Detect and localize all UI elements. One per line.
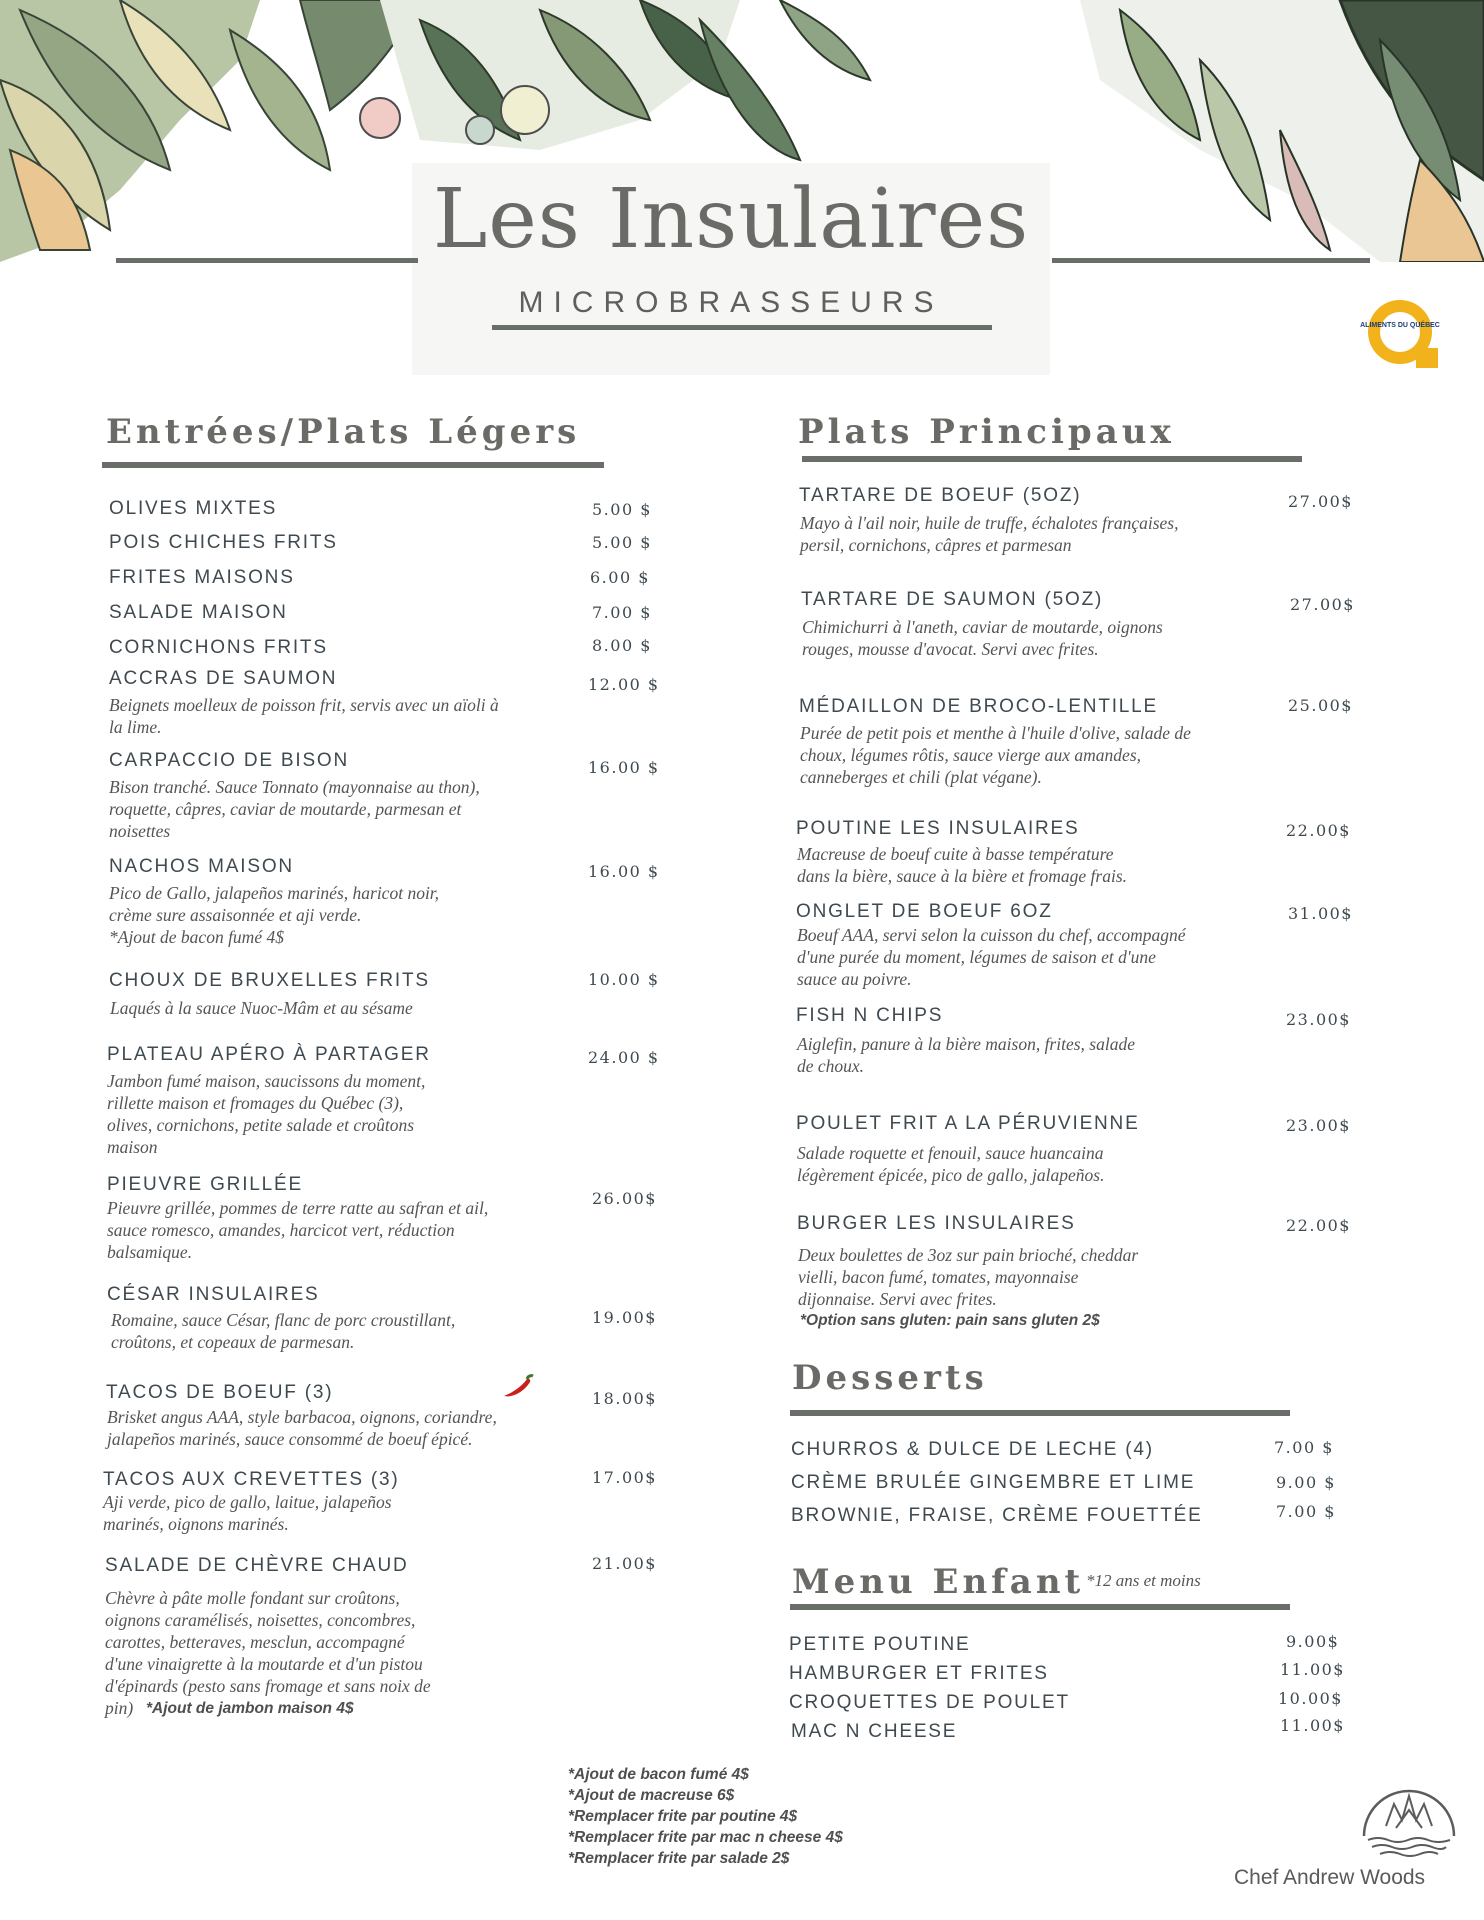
aliments-du-quebec-badge: [1360, 294, 1444, 370]
menu-item-description: Chimichurri à l'aneth, caviar de moutarde, oignons rouges, mousse d'avocat. Servi avec frites.: [802, 617, 1163, 659]
menu-item-name: FRITES MAISONS: [109, 567, 295, 588]
chili-pepper-icon: [500, 1374, 536, 1400]
menu-item-price: 12.00 $: [588, 675, 660, 694]
menu-item-name: PETITE POUTINE: [789, 1634, 971, 1655]
menu-item-description: Jambon fumé maison, saucissons du moment, rillette maison et fromages du Québec (3), olives, cornichons, petite salade et croûtons maison: [107, 1071, 426, 1157]
menu-item-description: Purée de petit pois et menthe à l'huile d'olive, salade de choux, légumes rôtis, sauce vierge aux amandes, canneberges et chili (plat végane).: [800, 723, 1191, 787]
header-rule-right: [1052, 258, 1370, 263]
footer-note: *Remplacer frite par mac n cheese 4$: [568, 1829, 843, 1846]
menu-item-price: 10.00 $: [588, 970, 660, 989]
desserts-heading: Desserts: [792, 1358, 988, 1398]
menu-item-price: 11.00$: [1280, 1716, 1345, 1735]
menu-item-name: OLIVES MIXTES: [109, 498, 278, 519]
footer-add-on-notes: [568, 1764, 843, 1869]
menu-item-name: POIS CHICHES FRITS: [109, 532, 338, 553]
menu-item-name: HAMBURGER ET FRITES: [789, 1663, 1049, 1684]
subtitle-underline: [492, 325, 992, 330]
menu-item-price: 25.00$: [1288, 696, 1353, 715]
menu-item-price: 8.00 $: [592, 636, 652, 655]
menu-item-price: 24.00 $: [588, 1048, 660, 1067]
menu-item-description: Romaine, sauce César, flanc de porc croustillant, croûtons, et copeaux de parmesan.: [111, 1310, 456, 1352]
footer-note: *Ajout de macreuse 6$: [568, 1787, 735, 1804]
menu-item-description: Aiglefin, panure à la bière maison, frites, salade de choux.: [797, 1034, 1135, 1076]
menu-item-description: Boeuf AAA, servi selon la cuisson du chef, accompagné d'une purée du moment, légumes de saison et d'une sauce au poivre.: [797, 925, 1186, 989]
menu-item-name: NACHOS MAISON: [109, 856, 294, 877]
menu-item-price: 5.00 $: [592, 533, 652, 552]
menu-item-name: SALADE MAISON: [109, 602, 288, 623]
menu-item-price: 11.00$: [1280, 1660, 1345, 1679]
menu-item-price: 7.00 $: [1276, 1502, 1336, 1521]
menu-item-name: CARPACCIO DE BISON: [109, 750, 350, 771]
menu-item-name: CRÈME BRULÉE GINGEMBRE ET LIME: [791, 1472, 1196, 1493]
menu-item-price: 16.00 $: [588, 862, 660, 881]
menu-item-price: 7.00 $: [1274, 1438, 1334, 1457]
menu-item-price: 26.00$: [592, 1189, 657, 1208]
menu-item-price: 17.00$: [592, 1468, 657, 1487]
menu-item-name: MÉDAILLON DE BROCO-LENTILLE: [799, 696, 1159, 717]
menu-item-price: 9.00 $: [1276, 1473, 1336, 1492]
menu-item-name: CÉSAR INSULAIRES: [107, 1284, 320, 1305]
chef-signature: Chef Andrew Woods: [1234, 1866, 1426, 1889]
menu-item-price: 18.00$: [592, 1389, 657, 1408]
menu-item-name: TACOS DE BOEUF (3): [106, 1382, 334, 1403]
menu-item-description: Laqués à la sauce Nuoc-Mâm et au sésame: [110, 998, 413, 1018]
menu-item-price: 16.00 $: [588, 758, 660, 777]
menu-item-description: Salade roquette et fenouil, sauce huancaina légèrement épicée, pico de gallo, jalapeños.: [797, 1143, 1105, 1185]
menu-item-price: 27.00$: [1288, 492, 1353, 511]
menu-item-price: 21.00$: [592, 1554, 657, 1573]
menu-item-description: Beignets moelleux de poisson frit, servis avec un aïoli à la lime.: [109, 695, 499, 737]
restaurant-subtitle: MICROBRASSEURS: [518, 286, 944, 319]
footer-note: *Ajout de bacon fumé 4$: [568, 1766, 749, 1783]
menu-item-price: 31.00$: [1288, 904, 1353, 923]
menu-item-price: 7.00 $: [592, 603, 652, 622]
menu-item-name: TARTARE DE SAUMON (5OZ): [801, 589, 1104, 610]
menu-item-name: SALADE DE CHÈVRE CHAUD: [105, 1555, 409, 1576]
menu-item-name: CORNICHONS FRITS: [109, 637, 328, 658]
desserts-heading-rule: [790, 1410, 1290, 1416]
menu-item-price: 9.00$: [1286, 1632, 1340, 1651]
menu-item-name: FISH N CHIPS: [796, 1005, 944, 1026]
menu-item-name: BROWNIE, FRAISE, CRÈME FOUETTÉE: [791, 1505, 1203, 1526]
footer-note: *Remplacer frite par salade 2$: [568, 1850, 790, 1867]
menu-item-name: MAC N CHEESE: [791, 1721, 958, 1742]
menu-item-name: POULET FRIT A LA PÉRUVIENNE: [796, 1113, 1140, 1134]
restaurant-title: Les Insulaires: [432, 172, 1030, 267]
plats-heading-rule: [802, 456, 1302, 462]
menu-item-description: Mayo à l'ail noir, huile de truffe, échalotes françaises, persil, cornichons, câpres et parmesan: [800, 513, 1179, 555]
menu-item-price: 6.00 $: [590, 568, 650, 587]
menu-item-name: POUTINE LES INSULAIRES: [796, 818, 1080, 839]
menu-item-price: 27.00$: [1290, 595, 1355, 614]
menu-item-description: Pico de Gallo, jalapeños marinés, haricot noir, crème sure assaisonnée et aji verde. *Ajout de bacon fumé 4$: [109, 883, 440, 947]
menu-item-name: BURGER LES INSULAIRES: [797, 1213, 1076, 1234]
plats-heading: Plats Principaux: [798, 412, 1175, 452]
menu-item-name: CROQUETTES DE POULET: [789, 1692, 1070, 1713]
menu-item-price: 5.00 $: [592, 500, 652, 519]
menu-item-description: Deux boulettes de 3oz sur pain brioché, cheddar vielli, bacon fumé, tomates, mayonnaise dijonnaise. Servi avec frites.: [798, 1245, 1139, 1309]
menu-item-name: ACCRAS DE SAUMON: [109, 668, 338, 689]
enfant-heading: Menu Enfant: [792, 1562, 1085, 1602]
menu-item-name: ONGLET DE BOEUF 6OZ: [796, 901, 1053, 922]
entrees-heading: Entrées/Plats Légers: [106, 412, 581, 452]
menu-item-name: CHOUX DE BRUXELLES FRITS: [109, 970, 430, 991]
menu-item-description: Brisket angus AAA, style barbacoa, oignons, coriandre, jalapeños marinés, sauce consommé de boeuf épicé.: [107, 1407, 497, 1449]
enfant-age-note: *12 ans et moins: [1086, 1571, 1201, 1590]
badge-text: ALIMENTS DU QUÉBEC: [1360, 322, 1440, 329]
chef-logo-icon: [1356, 1776, 1462, 1862]
menu-item-price: 22.00$: [1286, 821, 1351, 840]
menu-item-name: TARTARE DE BOEUF (5OZ): [799, 485, 1082, 506]
menu-item-price: 10.00$: [1278, 1689, 1343, 1708]
menu-item-description: Pieuvre grillée, pommes de terre ratte au safran et ail, sauce romesco, amandes, harcicot vert, réduction balsamique.: [107, 1198, 489, 1262]
menu-item-price: 19.00$: [592, 1308, 657, 1327]
menu-item-description: Aji verde, pico de gallo, laitue, jalapeños marinés, oignons marinés.: [103, 1492, 392, 1534]
menu-item-extra-note: *Option sans gluten: pain sans gluten 2$: [800, 1312, 1100, 1329]
menu-item-description: Bison tranché. Sauce Tonnato (mayonnaise au thon), roquette, câpres, caviar de moutarde, parmesan et noisettes: [109, 777, 480, 841]
menu-item-description: Macreuse de boeuf cuite à basse température dans la bière, sauce à la bière et fromage frais.: [797, 844, 1128, 886]
menu-item-price: 23.00$: [1286, 1010, 1351, 1029]
entrees-heading-rule: [102, 462, 604, 468]
menu-item-name: PLATEAU APÉRO À PARTAGER: [107, 1044, 431, 1065]
menu-item-description: Chèvre à pâte molle fondant sur croûtons, oignons caramélisés, noisettes, concombres, carottes, betteraves, mesclun, accompagné d'une vinaigrette à la moutarde et d'un pistou d'épinards (pesto sans fromage et sans noix de pin): [105, 1588, 431, 1718]
menu-item-name: PIEUVRE GRILLÉE: [107, 1174, 303, 1195]
menu-item-extra-note: *Ajout de jambon maison 4$: [146, 1700, 354, 1717]
enfant-heading-rule: [790, 1604, 1290, 1610]
menu-item-name: TACOS AUX CREVETTES (3): [103, 1469, 400, 1490]
menu-item-name: CHURROS & DULCE DE LECHE (4): [791, 1439, 1154, 1460]
menu-item-price: 23.00$: [1286, 1116, 1351, 1135]
header-rule-left: [116, 258, 418, 263]
menu-item-price: 22.00$: [1286, 1216, 1351, 1235]
footer-note: *Remplacer frite par poutine 4$: [568, 1808, 798, 1825]
